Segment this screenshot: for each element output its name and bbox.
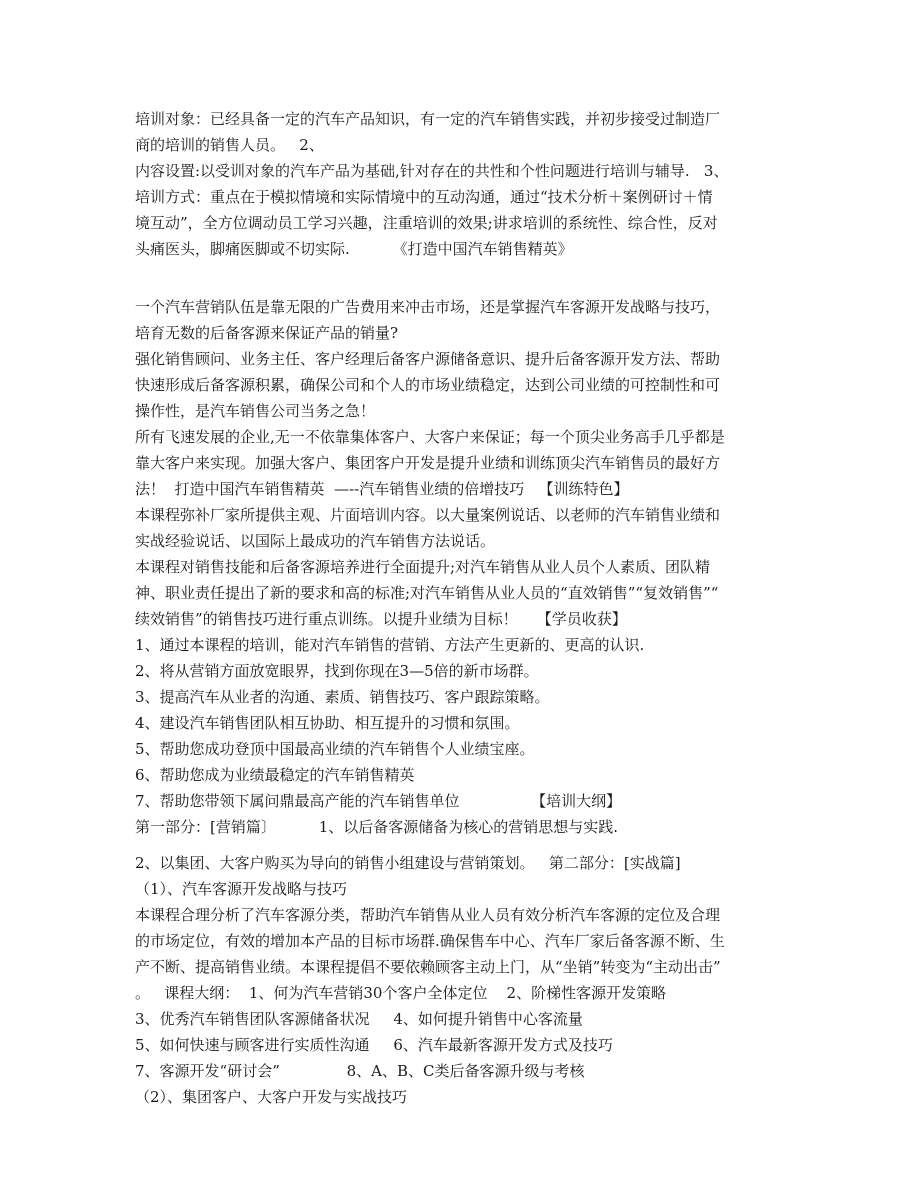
paragraph-line: 培育无数的后备客源来保证产品的销量? (135, 324, 399, 342)
section-spacer (135, 840, 795, 850)
paragraph-line: 法！ 打造中国汽车销售精英 —--汽车销售业绩的倍增技巧 【训练特色】 (135, 480, 629, 498)
paragraph-line: 靠大客户来实现。加强大客户、集团客户开发是提升业绩和训练顶尖汽车销售员的最好方 (135, 454, 721, 472)
paragraph-line: 所有飞速发展的企业,无一不依靠集体客户、大客户来保证；每一个顶尖业务高手几乎都是 (135, 428, 725, 446)
paragraph-line: 培训对象：已经具备一定的汽车产品知识，有一定的汽车销售实践，并初步接受过制造厂 (135, 110, 721, 128)
paragraph-line: 。 课程大纲： 1、何为汽车营销30个客户全体定位 2、阶梯性客源开发策略 (135, 984, 667, 1002)
paragraph-line: 神、职业责任提出了新的要求和高的标准;对汽车销售从业人员的“直效销售”“复效销售”“ (135, 584, 719, 602)
paragraph-line: 第一部分：[营销篇〕 1、以后备客源储备为核心的营销思想与实践. (135, 818, 619, 836)
paragraph-line: 强化销售顾问、业务主任、客户经理后备客户源储备意识、提升后备客源开发方法、帮助 (135, 350, 721, 368)
paragraph-line: 产不断、提高销售业绩。本课程提倡不要依赖顾客主动上门，从“坐销”转变为“主动出击” (135, 958, 721, 976)
list-item: 5、帮助您成功登顶中国最高业绩的汽车销售个人业绩宝座。 (135, 740, 535, 758)
paragraph-line: 商的培训的销售人员。 2、 (135, 136, 324, 154)
paragraph-line: 2、以集团、大客户购买为导向的销售小组建设与营销策划。 第二部分：[实战篇] (135, 854, 681, 872)
section-training-info (135, 106, 795, 262)
list-item: 6、帮助您成为业绩最稳定的汽车销售精英 (135, 766, 415, 784)
list-item: 7、帮助您带领下属问鼎最高产能的汽车销售单位 【培训大纲】 (135, 792, 622, 810)
paragraph-line: 本课程弥补厂家所提供主观、片面培训内容。以大量案例说话、以老师的汽车销售业绩和 (135, 506, 721, 524)
paragraph-line: 头痛医头，脚痛医脚或不切实际. 《打造中国汽车销售精英》 (135, 240, 573, 258)
section-course-intro (135, 294, 795, 840)
paragraph-line: 实战经验说话、以国际上最成功的汽车销售方法说话。 (135, 532, 496, 550)
paragraph-line: 快速形成后备客源积累，确保公司和个人的市场业绩稳定，达到公司业绩的可控制性和可 (135, 376, 721, 394)
document-body (135, 106, 795, 1110)
paragraph-line: 内容设置:以受训对象的汽车产品为基础,针对存在的共性和个性问题进行培训与辅导. 3、 (135, 162, 729, 180)
section-course-outline (135, 850, 795, 1110)
list-item: 4、建设汽车销售团队相互协助、相互提升的习惯和氛围。 (135, 714, 520, 732)
paragraph-line: 一个汽车营销队伍是靠无限的广告费用来冲击市场，还是掌握汽车客源开发战略与技巧， (135, 298, 721, 316)
paragraph-line: 本课程合理分析了汽车客源分类，帮助汽车销售从业人员有效分析汽车客源的定位及合理 (135, 906, 721, 924)
section-spacer (135, 262, 795, 294)
list-item: 5、如何快速与顾客进行实质性沟通 6、汽车最新客源开发方式及技巧 (135, 1036, 613, 1054)
list-item: 7、客源开发“研讨会” 8、A、B、C类后备客源升级与考核 (135, 1062, 585, 1080)
paragraph-line: （2）、集团客户、大客户开发与实战技巧 (135, 1088, 408, 1106)
list-item: 1、通过本课程的培训，能对汽车销售的营销、方法产生更新的、更高的认识. (135, 636, 645, 654)
paragraph-line: 境互动”，全方位调动员工学习兴趣，注重培训的效果;讲求培训的系统性、综合性，反对 (135, 214, 718, 232)
paragraph-line: 培训方式：重点在于模拟情境和实际情境中的互动沟通，通过“技术分析＋案例研讨＋情 (135, 188, 713, 206)
paragraph-line: 本课程对销售技能和后备客源培养进行全面提升;对汽车销售从业人员个人素质、团队精 (135, 558, 711, 576)
paragraph-line: 续效销售”的销售技巧进行重点训练。以提升业绩为目标！ 【学员收获】 (135, 610, 627, 628)
paragraph-line: （1）、汽车客源开发战略与技巧 (135, 880, 348, 898)
list-item: 3、提高汽车从业者的沟通、素质、销售技巧、客户跟踪策略。 (135, 688, 550, 706)
list-item: 2、将从营销方面放宽眼界，找到你现在3—5倍的新市场群。 (135, 662, 539, 680)
paragraph-line: 的市场定位，有效的增加本产品的目标市场群.确保售车中心、汽车厂家后备客源不断、生 (135, 932, 725, 950)
list-item: 3、优秀汽车销售团队客源储备状况 4、如何提升销售中心客流量 (135, 1010, 583, 1028)
paragraph-line: 操作性，是汽车销售公司当务之急！ (135, 402, 376, 420)
